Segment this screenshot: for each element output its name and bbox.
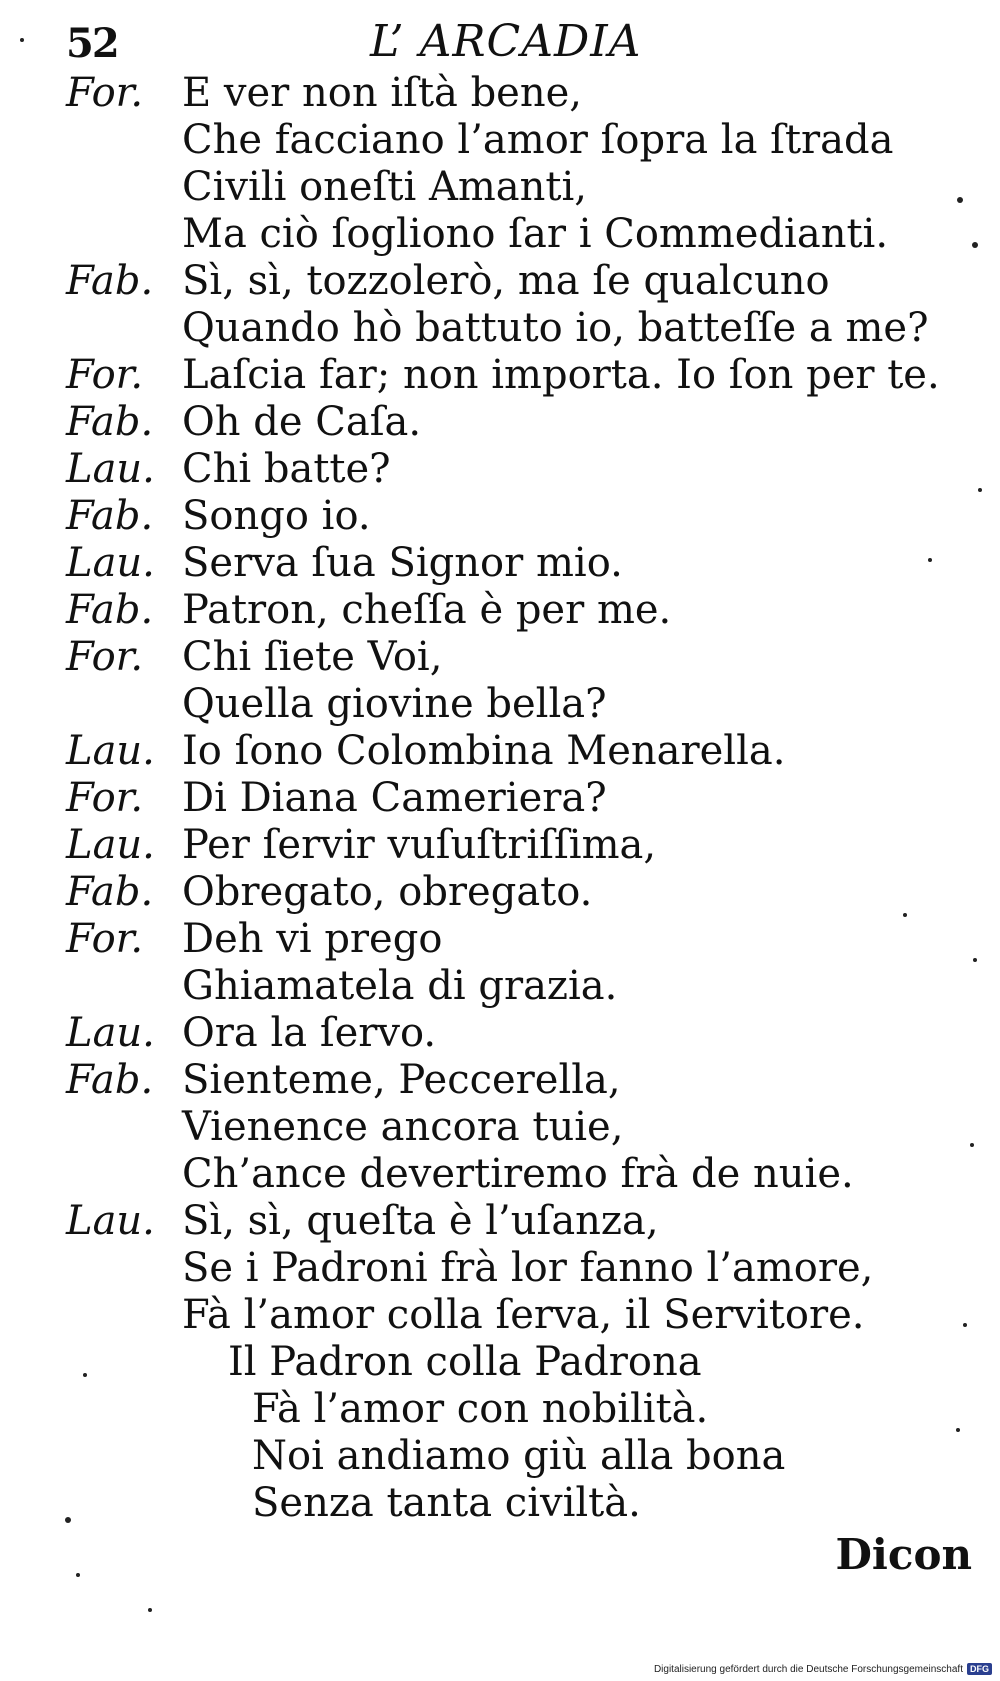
dialogue-line	[0, 70, 1000, 117]
dfg-logo: DFG	[967, 1663, 992, 1675]
verse-text: Quando hò battuto io, batteſſe a me?	[182, 305, 929, 351]
verse-text: Chi batte?	[182, 446, 391, 492]
dialogue-line	[0, 869, 1000, 916]
dialogue-line	[0, 822, 1000, 869]
dialogue-line	[0, 1433, 1000, 1480]
verse-text: Per ſervir vuſuſtriſſima,	[182, 822, 657, 868]
verse-text: Che facciano l’amor ſopra la ſtrada	[182, 117, 894, 163]
dialogue-line	[0, 258, 1000, 305]
verse-text: Senza tanta civiltà.	[252, 1480, 641, 1526]
dialogue-line	[0, 540, 1000, 587]
speaker-label: For.	[66, 775, 144, 821]
verse-text: Civili oneſti Amanti,	[182, 164, 587, 210]
speaker-label: Lau.	[66, 540, 155, 586]
verse-text: Io ſono Colombina Menarella.	[182, 728, 786, 774]
speaker-label: Fab.	[66, 587, 154, 633]
verse-text: Songo io.	[182, 493, 371, 539]
dialogue-line	[0, 634, 1000, 681]
page-header	[0, 6, 1000, 66]
speaker-label: Fab.	[66, 493, 154, 539]
verse-text: Sienteme, Peccerella,	[182, 1057, 621, 1103]
speaker-label: For.	[66, 352, 144, 398]
verse-text: Fà l’amor con nobilità.	[252, 1386, 709, 1432]
dialogue-line	[0, 1245, 1000, 1292]
verse-text: Vienence ancora tuie,	[182, 1104, 624, 1150]
speaker-label: For.	[66, 634, 144, 680]
speaker-label: Lau.	[66, 728, 155, 774]
dialogue-line	[0, 446, 1000, 493]
speaker-label: Fab.	[66, 1057, 154, 1103]
verse-text: Il Padron colla Padrona	[228, 1339, 702, 1385]
dialogue-lines	[0, 70, 1000, 1527]
dialogue-line	[0, 916, 1000, 963]
verse-text: Ghiamatela di grazia.	[182, 963, 618, 1009]
speaker-label: Fab.	[66, 258, 154, 304]
dialogue-line	[0, 493, 1000, 540]
catchword: Dicon	[835, 1530, 972, 1579]
dialogue-line	[0, 728, 1000, 775]
dialogue-line	[0, 1386, 1000, 1433]
dialogue-line	[0, 1151, 1000, 1198]
verse-text: Oh de Caſa.	[182, 399, 422, 445]
speaker-label: For.	[66, 70, 144, 116]
verse-text: E ver non iſtà bene,	[182, 70, 582, 116]
verse-text: Serva ſua Signor mio.	[182, 540, 623, 586]
verse-text: Fà l’amor colla ſerva, il Servitore.	[182, 1292, 865, 1338]
dialogue-line	[0, 305, 1000, 352]
speaker-label: For.	[66, 916, 144, 962]
verse-text: Ora la ſervo.	[182, 1010, 437, 1056]
digitization-credit	[654, 1663, 992, 1675]
verse-text: Patron, cheſſa è per me.	[182, 587, 672, 633]
speaker-label: Lau.	[66, 822, 155, 868]
verse-text: Sì, sì, tozzolerò, ma ſe qualcuno	[182, 258, 830, 304]
dialogue-line	[0, 1057, 1000, 1104]
dialogue-line	[0, 1198, 1000, 1245]
speaker-label: Lau.	[66, 1198, 155, 1244]
speaker-label: Lau.	[66, 446, 155, 492]
verse-text: Sì, sì, queſta è l’uſanza,	[182, 1198, 659, 1244]
verse-text: Di Diana Cameriera?	[182, 775, 607, 821]
dialogue-line	[0, 164, 1000, 211]
verse-text: Noi andiamo giù alla bona	[252, 1433, 786, 1479]
verse-text: Chi ſiete Voi,	[182, 634, 443, 680]
page-number: 52	[66, 20, 118, 67]
dialogue-line	[0, 399, 1000, 446]
verse-text: Ch’ance devertiremo frà de nuie.	[182, 1151, 854, 1197]
dialogue-line	[0, 1339, 1000, 1386]
dialogue-line	[0, 1010, 1000, 1057]
verse-text: Laſcia far; non importa. Io ſon per te.	[182, 352, 940, 398]
dialogue-line	[0, 587, 1000, 634]
dialogue-line	[0, 211, 1000, 258]
dialogue-line	[0, 117, 1000, 164]
dialogue-line	[0, 1480, 1000, 1527]
dialogue-line	[0, 775, 1000, 822]
verse-text: Ma ciò ſogliono ſar i Commedianti.	[182, 211, 889, 257]
speaker-label: Lau.	[66, 1010, 155, 1056]
dialogue-line	[0, 1292, 1000, 1339]
verse-text: Obregato, obregato.	[182, 869, 593, 915]
speaker-label: Fab.	[66, 399, 154, 445]
verse-text: Se i Padroni frà lor fanno l’amore,	[182, 1245, 874, 1291]
credit-text: Digitalisierung gefördert durch die Deutsche Forschungsgemeinschaft	[653, 1663, 963, 1675]
speaker-label: Fab.	[66, 869, 154, 915]
dialogue-line	[0, 963, 1000, 1010]
verse-text: Deh vi prego	[182, 916, 443, 962]
verse-text: Quella giovine bella?	[182, 681, 607, 727]
running-title: L’ ARCADIA	[370, 16, 642, 67]
dialogue-line	[0, 681, 1000, 728]
dialogue-line	[0, 352, 1000, 399]
dialogue-line	[0, 1104, 1000, 1151]
